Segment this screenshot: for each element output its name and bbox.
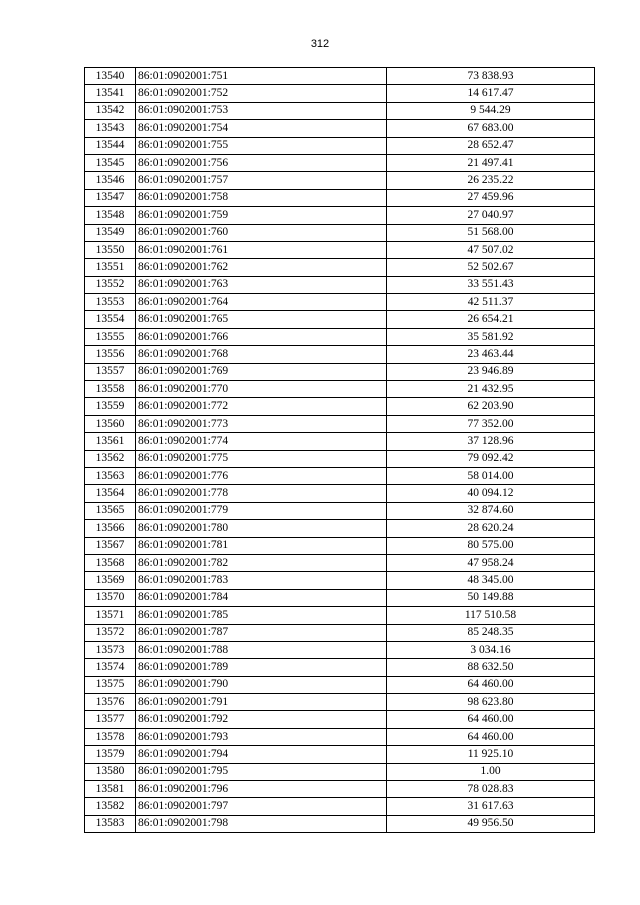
row-number-cell: 13553 bbox=[85, 294, 136, 311]
cadastral-number-cell: 86:01:0902001:755 bbox=[136, 137, 387, 154]
value-cell: 23 946.89 bbox=[387, 363, 595, 380]
table-row bbox=[85, 554, 595, 571]
value-cell: 52 502.67 bbox=[387, 259, 595, 276]
cadastral-number-cell: 86:01:0902001:756 bbox=[136, 154, 387, 171]
cadastral-number-cell: 86:01:0902001:785 bbox=[136, 607, 387, 624]
table-row bbox=[85, 224, 595, 241]
cadastral-number-cell: 86:01:0902001:769 bbox=[136, 363, 387, 380]
row-number-cell: 13580 bbox=[85, 763, 136, 780]
value-cell: 21 432.95 bbox=[387, 381, 595, 398]
row-number-cell: 13556 bbox=[85, 346, 136, 363]
row-number-cell: 13573 bbox=[85, 641, 136, 658]
cadastral-number-cell: 86:01:0902001:797 bbox=[136, 798, 387, 815]
row-number-cell: 13565 bbox=[85, 502, 136, 519]
row-number-cell: 13572 bbox=[85, 624, 136, 641]
cadastral-number-cell: 86:01:0902001:754 bbox=[136, 120, 387, 137]
value-cell: 64 460.00 bbox=[387, 711, 595, 728]
value-cell: 78 028.83 bbox=[387, 781, 595, 798]
table-row bbox=[85, 276, 595, 293]
row-number-cell: 13566 bbox=[85, 520, 136, 537]
value-cell: 64 460.00 bbox=[387, 676, 595, 693]
table-row bbox=[85, 467, 595, 484]
value-cell: 80 575.00 bbox=[387, 537, 595, 554]
row-number-cell: 13551 bbox=[85, 259, 136, 276]
cadastral-number-cell: 86:01:0902001:762 bbox=[136, 259, 387, 276]
table-row bbox=[85, 589, 595, 606]
table-row bbox=[85, 607, 595, 624]
cadastral-number-cell: 86:01:0902001:774 bbox=[136, 433, 387, 450]
table-row bbox=[85, 433, 595, 450]
value-cell: 27 040.97 bbox=[387, 207, 595, 224]
cadastral-number-cell: 86:01:0902001:789 bbox=[136, 659, 387, 676]
table-row bbox=[85, 659, 595, 676]
cadastral-number-cell: 86:01:0902001:768 bbox=[136, 346, 387, 363]
row-number-cell: 13568 bbox=[85, 554, 136, 571]
value-cell: 77 352.00 bbox=[387, 415, 595, 432]
cadastral-number-cell: 86:01:0902001:779 bbox=[136, 502, 387, 519]
value-cell: 85 248.35 bbox=[387, 624, 595, 641]
cadastral-number-cell: 86:01:0902001:788 bbox=[136, 641, 387, 658]
table-row bbox=[85, 694, 595, 711]
cadastral-number-cell: 86:01:0902001:781 bbox=[136, 537, 387, 554]
value-cell: 32 874.60 bbox=[387, 502, 595, 519]
cadastral-number-cell: 86:01:0902001:763 bbox=[136, 276, 387, 293]
cadastral-number-cell: 86:01:0902001:790 bbox=[136, 676, 387, 693]
row-number-cell: 13578 bbox=[85, 728, 136, 745]
value-cell: 51 568.00 bbox=[387, 224, 595, 241]
table-row bbox=[85, 711, 595, 728]
table-row bbox=[85, 450, 595, 467]
table-row bbox=[85, 241, 595, 258]
table-row bbox=[85, 641, 595, 658]
row-number-cell: 13562 bbox=[85, 450, 136, 467]
cadastral-number-cell: 86:01:0902001:770 bbox=[136, 381, 387, 398]
cadastral-number-cell: 86:01:0902001:764 bbox=[136, 294, 387, 311]
table-row bbox=[85, 311, 595, 328]
cadastral-number-cell: 86:01:0902001:794 bbox=[136, 746, 387, 763]
table-row bbox=[85, 815, 595, 832]
table-row bbox=[85, 763, 595, 780]
value-cell: 79 092.42 bbox=[387, 450, 595, 467]
row-number-cell: 13576 bbox=[85, 694, 136, 711]
row-number-cell: 13575 bbox=[85, 676, 136, 693]
table-row bbox=[85, 415, 595, 432]
cadastral-number-cell: 86:01:0902001:752 bbox=[136, 85, 387, 102]
table-row bbox=[85, 102, 595, 119]
row-number-cell: 13567 bbox=[85, 537, 136, 554]
table-row bbox=[85, 676, 595, 693]
row-number-cell: 13543 bbox=[85, 120, 136, 137]
value-cell: 48 345.00 bbox=[387, 572, 595, 589]
table-row bbox=[85, 728, 595, 745]
table-row bbox=[85, 154, 595, 171]
value-cell: 42 511.37 bbox=[387, 294, 595, 311]
value-cell: 23 463.44 bbox=[387, 346, 595, 363]
row-number-cell: 13555 bbox=[85, 328, 136, 345]
row-number-cell: 13571 bbox=[85, 607, 136, 624]
cadastral-number-cell: 86:01:0902001:778 bbox=[136, 485, 387, 502]
row-number-cell: 13548 bbox=[85, 207, 136, 224]
cadastral-number-cell: 86:01:0902001:757 bbox=[136, 172, 387, 189]
table-row bbox=[85, 798, 595, 815]
table-row bbox=[85, 381, 595, 398]
cadastral-number-cell: 86:01:0902001:776 bbox=[136, 467, 387, 484]
cadastral-number-cell: 86:01:0902001:759 bbox=[136, 207, 387, 224]
value-cell: 98 623.80 bbox=[387, 694, 595, 711]
value-cell: 64 460.00 bbox=[387, 728, 595, 745]
value-cell: 67 683.00 bbox=[387, 120, 595, 137]
page-number: 312 bbox=[310, 38, 330, 50]
value-cell: 40 094.12 bbox=[387, 485, 595, 502]
cadastral-number-cell: 86:01:0902001:761 bbox=[136, 241, 387, 258]
cadastral-number-cell: 86:01:0902001:782 bbox=[136, 554, 387, 571]
cadastral-number-cell: 86:01:0902001:783 bbox=[136, 572, 387, 589]
value-cell: 49 956.50 bbox=[387, 815, 595, 832]
table-row bbox=[85, 485, 595, 502]
value-cell: 33 551.43 bbox=[387, 276, 595, 293]
value-cell: 58 014.00 bbox=[387, 467, 595, 484]
cadastral-number-cell: 86:01:0902001:795 bbox=[136, 763, 387, 780]
cadastral-number-cell: 86:01:0902001:766 bbox=[136, 328, 387, 345]
row-number-cell: 13560 bbox=[85, 415, 136, 432]
table-row bbox=[85, 85, 595, 102]
value-cell: 21 497.41 bbox=[387, 154, 595, 171]
row-number-cell: 13557 bbox=[85, 363, 136, 380]
cadastral-number-cell: 86:01:0902001:765 bbox=[136, 311, 387, 328]
value-cell: 27 459.96 bbox=[387, 189, 595, 206]
cadastral-number-cell: 86:01:0902001:760 bbox=[136, 224, 387, 241]
row-number-cell: 13549 bbox=[85, 224, 136, 241]
table-row bbox=[85, 346, 595, 363]
table-row bbox=[85, 502, 595, 519]
cadastral-number-cell: 86:01:0902001:796 bbox=[136, 781, 387, 798]
row-number-cell: 13579 bbox=[85, 746, 136, 763]
table-row bbox=[85, 172, 595, 189]
value-cell: 1.00 bbox=[387, 763, 595, 780]
table-row bbox=[85, 537, 595, 554]
row-number-cell: 13559 bbox=[85, 398, 136, 415]
cadastral-number-cell: 86:01:0902001:773 bbox=[136, 415, 387, 432]
value-cell: 28 620.24 bbox=[387, 520, 595, 537]
row-number-cell: 13541 bbox=[85, 85, 136, 102]
row-number-cell: 13570 bbox=[85, 589, 136, 606]
table-row bbox=[85, 363, 595, 380]
row-number-cell: 13544 bbox=[85, 137, 136, 154]
value-cell: 3 034.16 bbox=[387, 641, 595, 658]
registry-table bbox=[84, 67, 595, 833]
value-cell: 73 838.93 bbox=[387, 68, 595, 85]
row-number-cell: 13581 bbox=[85, 781, 136, 798]
row-number-cell: 13546 bbox=[85, 172, 136, 189]
value-cell: 47 958.24 bbox=[387, 554, 595, 571]
cadastral-number-cell: 86:01:0902001:751 bbox=[136, 68, 387, 85]
value-cell: 14 617.47 bbox=[387, 85, 595, 102]
value-cell: 50 149.88 bbox=[387, 589, 595, 606]
row-number-cell: 13552 bbox=[85, 276, 136, 293]
table-row bbox=[85, 328, 595, 345]
row-number-cell: 13554 bbox=[85, 311, 136, 328]
row-number-cell: 13564 bbox=[85, 485, 136, 502]
row-number-cell: 13558 bbox=[85, 381, 136, 398]
cadastral-number-cell: 86:01:0902001:758 bbox=[136, 189, 387, 206]
value-cell: 31 617.63 bbox=[387, 798, 595, 815]
cadastral-number-cell: 86:01:0902001:793 bbox=[136, 728, 387, 745]
cadastral-number-cell: 86:01:0902001:772 bbox=[136, 398, 387, 415]
row-number-cell: 13550 bbox=[85, 241, 136, 258]
table-row bbox=[85, 207, 595, 224]
table-body bbox=[85, 68, 595, 833]
value-cell: 88 632.50 bbox=[387, 659, 595, 676]
value-cell: 11 925.10 bbox=[387, 746, 595, 763]
row-number-cell: 13545 bbox=[85, 154, 136, 171]
row-number-cell: 13583 bbox=[85, 815, 136, 832]
table-row bbox=[85, 137, 595, 154]
value-cell: 9 544.29 bbox=[387, 102, 595, 119]
table-row bbox=[85, 624, 595, 641]
table-row bbox=[85, 398, 595, 415]
value-cell: 37 128.96 bbox=[387, 433, 595, 450]
table-row bbox=[85, 189, 595, 206]
row-number-cell: 13577 bbox=[85, 711, 136, 728]
row-number-cell: 13569 bbox=[85, 572, 136, 589]
table-row bbox=[85, 781, 595, 798]
table-row bbox=[85, 572, 595, 589]
row-number-cell: 13561 bbox=[85, 433, 136, 450]
value-cell: 26 235.22 bbox=[387, 172, 595, 189]
cadastral-number-cell: 86:01:0902001:780 bbox=[136, 520, 387, 537]
table-row bbox=[85, 259, 595, 276]
value-cell: 26 654.21 bbox=[387, 311, 595, 328]
table-row bbox=[85, 520, 595, 537]
table-row bbox=[85, 68, 595, 85]
cadastral-number-cell: 86:01:0902001:784 bbox=[136, 589, 387, 606]
row-number-cell: 13540 bbox=[85, 68, 136, 85]
row-number-cell: 13542 bbox=[85, 102, 136, 119]
row-number-cell: 13547 bbox=[85, 189, 136, 206]
table-row bbox=[85, 120, 595, 137]
row-number-cell: 13563 bbox=[85, 467, 136, 484]
cadastral-number-cell: 86:01:0902001:798 bbox=[136, 815, 387, 832]
row-number-cell: 13582 bbox=[85, 798, 136, 815]
value-cell: 117 510.58 bbox=[387, 607, 595, 624]
value-cell: 28 652.47 bbox=[387, 137, 595, 154]
cadastral-number-cell: 86:01:0902001:775 bbox=[136, 450, 387, 467]
table-row bbox=[85, 294, 595, 311]
value-cell: 47 507.02 bbox=[387, 241, 595, 258]
value-cell: 62 203.90 bbox=[387, 398, 595, 415]
cadastral-number-cell: 86:01:0902001:792 bbox=[136, 711, 387, 728]
cadastral-number-cell: 86:01:0902001:753 bbox=[136, 102, 387, 119]
cadastral-number-cell: 86:01:0902001:787 bbox=[136, 624, 387, 641]
row-number-cell: 13574 bbox=[85, 659, 136, 676]
table-row bbox=[85, 746, 595, 763]
value-cell: 35 581.92 bbox=[387, 328, 595, 345]
cadastral-number-cell: 86:01:0902001:791 bbox=[136, 694, 387, 711]
